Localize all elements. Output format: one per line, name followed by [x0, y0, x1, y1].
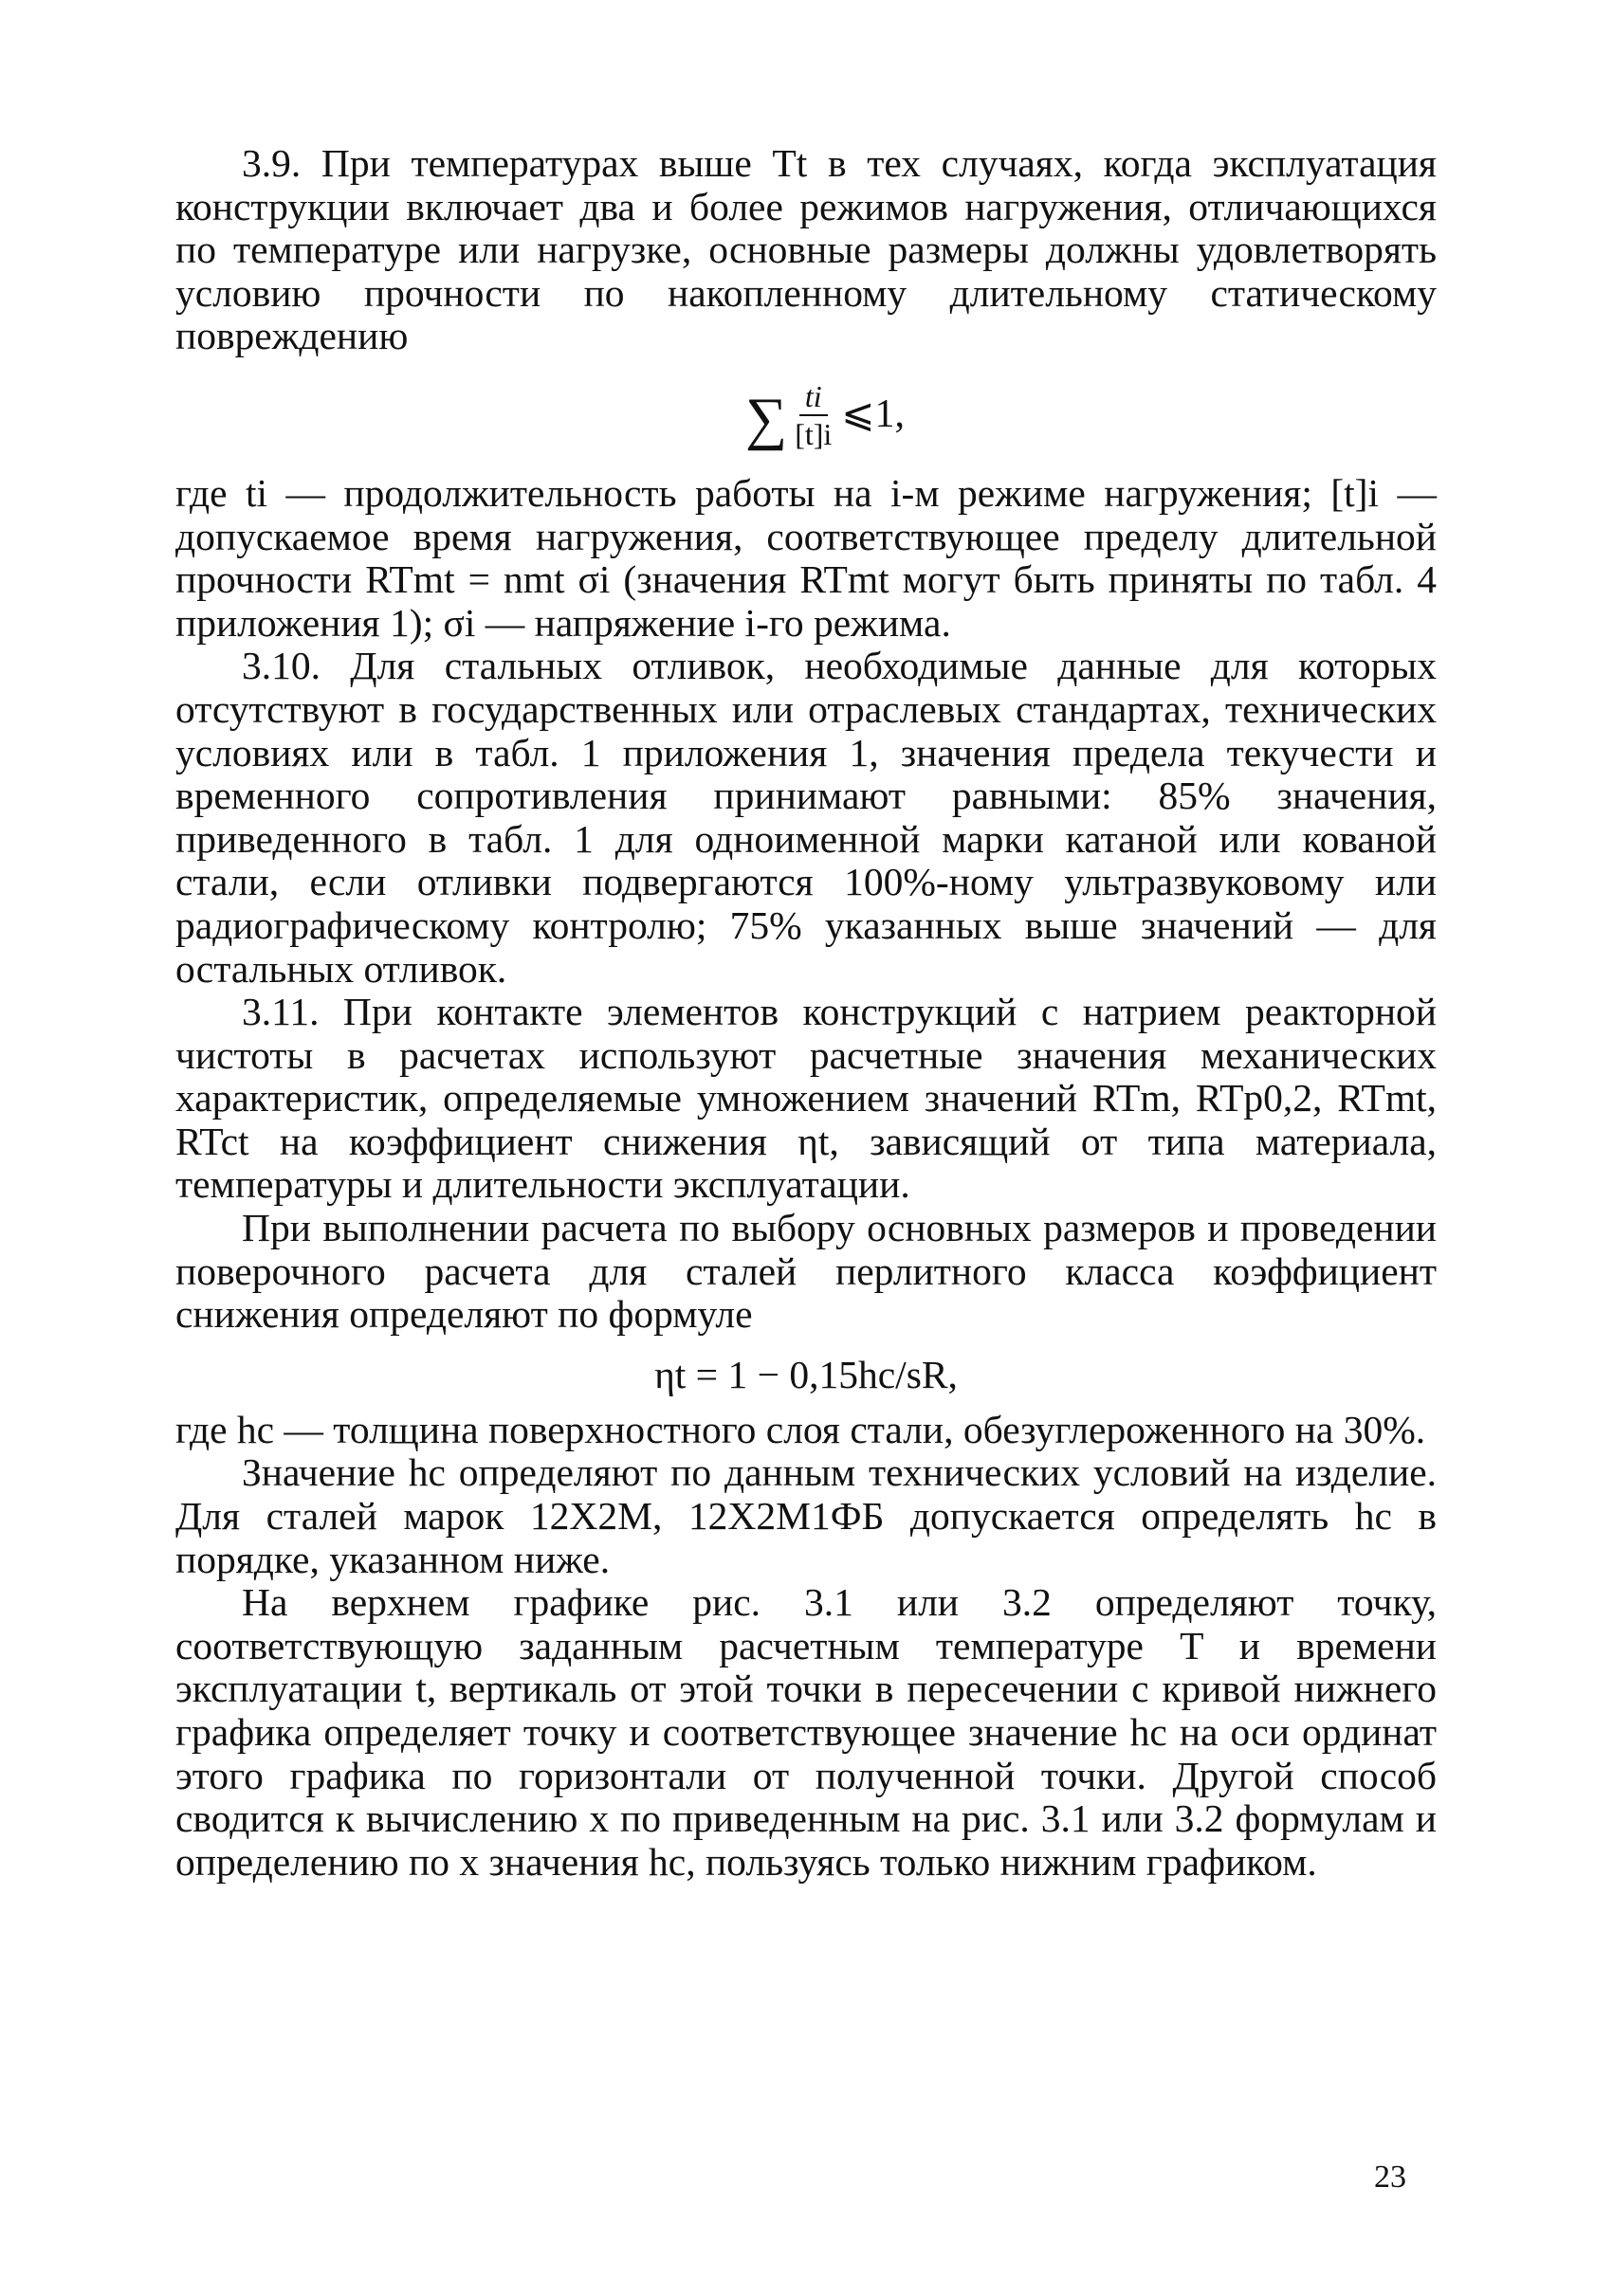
damage-sum-formula [213, 358, 1437, 472]
reduction-coefficient-formula: ηt = 1 − 0,15hc/sR, [654, 1352, 958, 1396]
paragraph-3-11-definitions: где hc — толщина поверхностного слоя стали, обезуглероженного на 30%. [175, 1407, 1426, 1451]
fraction-denominator: [t]i [795, 416, 833, 451]
paragraph-3-11: 3.11. При контакте элементов конструкций с натрием реакторной чистоты в расчетах используют расчетные значения механических характеристик, определяемые умножением значений RTm, RTp0,2, RTmt, RTct на коэффициент снижения ηt, зависящий от типа материала, температуры и длительности эксплуатации. [175, 990, 1437, 1207]
fraction-numerator: ti [799, 378, 828, 416]
paragraph-3-9-definitions: где ti — продолжительность работы на i-м режиме нагружения; [t]i — допускаемое время нагружения, соответствующее пределу длительной прочности RTmt = nmt σi (значения RTmt могут быть приняты по табл. 4 приложения 1); σi — напряжение i-го режима. [175, 470, 1437, 645]
paragraph-3-9: 3.9. При температурах выше Tt в тех случаях, когда эксплуатация конструкции включает два и более режимов нагружения, отличающихся по температуре или нагрузке, основные размеры должны удовлетворять условию прочности по накопленному длительному статическому повреждению [175, 141, 1437, 358]
sum-symbol: ∑ [745, 386, 788, 451]
paragraph-hc-definition: Значение hc определяют по данным технических условий на изделие. Для сталей марок 12Х2М, 12Х2М1ФБ допускается определять hc в порядке, указанном ниже. [175, 1450, 1437, 1581]
page-body [175, 142, 1437, 1884]
paragraph-3-11-formula-intro: При выполнении расчета по выбору основных размеров и проведении поверочного расчета для сталей перлитного класса коэффициент снижения определяют по формуле [175, 1206, 1437, 1337]
page-number: 23 [1374, 2159, 1406, 2195]
paragraph-3-10: 3.10. Для стальных отливок, необходимые данные для которых отсутствуют в государственных или отраслевых стандартах, технических условиях или в табл. 1 приложения 1, значения предела текучести и временного сопротивления принимают равными: 85% значения, приведенного в табл. 1 для одноименной марки катаной или кованой стали, если отливки подвергаются 100%-ному ультразвуковому или радиографическому контролю; 75% указанных выше значений — для остальных отливок. [175, 644, 1437, 991]
fraction [791, 378, 835, 452]
paragraph-graph-method: На верхнем графике рис. 3.1 или 3.2 определяют точку, соответствующую заданным расчетным температуре T и времени эксплуатации t, вертикаль от этой точки в пересечении с кривой нижнего графика определяет точку и соответствующее значение hc на оси ординат этого графика по горизонтали от полученной точки. Другой способ сводится к вычислению x по приведенным на рис. 3.1 или 3.2 формулам и определению по x значения hc, пользуясь только нижним графиком. [175, 1580, 1437, 1884]
inequality-relation: ⩽1, [841, 392, 905, 437]
